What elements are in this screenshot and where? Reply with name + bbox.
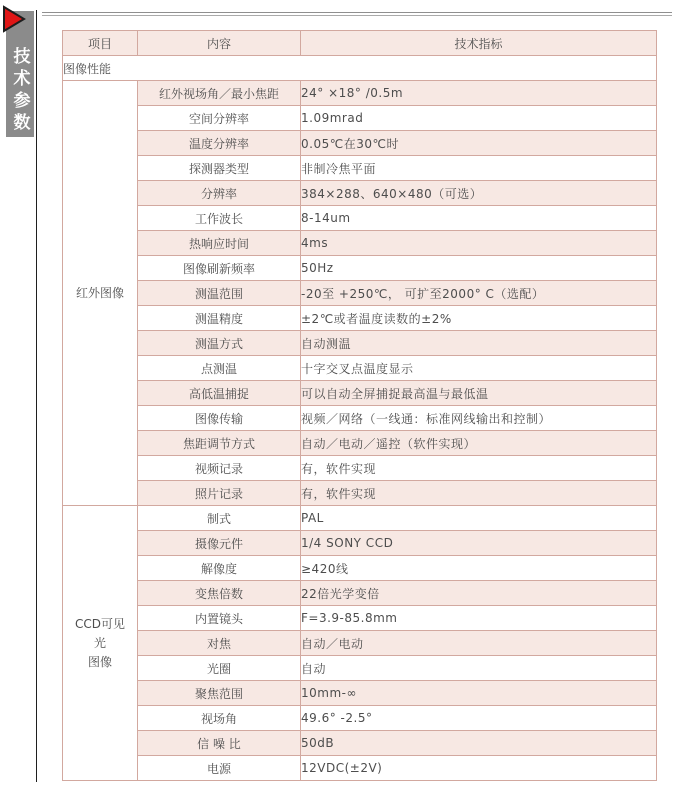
spec-row [63,106,657,131]
vertical-divider [36,10,37,782]
spec-content-cell: 电源 [138,756,301,781]
spec-value-cell: 1.09mrad [301,106,657,131]
group-label-line: 图像 [87,654,112,669]
spec-content-cell: 图像刷新频率 [138,256,301,281]
spec-row [63,406,657,431]
header-content: 内容 [138,31,301,56]
spec-row [63,556,657,581]
spec-content-cell: 工作波长 [138,206,301,231]
spec-row [63,256,657,281]
spec-value-cell: F=3.9-85.8mm [301,606,657,631]
spec-content-cell: 摄像元件 [138,531,301,556]
section-row [63,56,657,81]
spec-row [63,356,657,381]
spec-content-cell: 对焦 [138,631,301,656]
spec-value-cell: 可以自动全屏捕捉最高温与最低温 [301,381,657,406]
spec-value-cell: 4ms [301,231,657,256]
play-right-triangle-icon [2,5,26,33]
spec-value-cell: 自动 [301,656,657,681]
spec-content-cell: 图像传输 [138,406,301,431]
spec-value-cell: ≥420线 [301,556,657,581]
spec-content-cell: 空间分辨率 [138,106,301,131]
spec-value-cell: -20至 +250℃， 可扩至2000° C（选配） [301,281,657,306]
group-label-ccd [63,506,138,781]
header-item: 项目 [63,31,138,56]
spec-row [63,731,657,756]
spec-content-cell: 探测器类型 [138,156,301,181]
spec-row [63,381,657,406]
spec-value-cell: 有，软件实现 [301,456,657,481]
spec-row [63,331,657,356]
section-label: 图像性能 [63,56,657,81]
spec-row [63,131,657,156]
spec-row [63,456,657,481]
spec-value-cell: 8-14um [301,206,657,231]
spec-value-cell: ±2℃或者温度读数的±2% [301,306,657,331]
spec-row [63,531,657,556]
spec-row [63,706,657,731]
spec-row [63,281,657,306]
spec-value-cell: 49.6° -2.5° [301,706,657,731]
spec-value-cell: 22倍光学变倍 [301,581,657,606]
spec-value-cell: 12VDC(±2V) [301,756,657,781]
group-label-infrared [63,81,138,506]
spec-row [63,506,657,531]
spec-content-cell: 制式 [138,506,301,531]
spec-row [63,206,657,231]
spec-value-cell: 10mm-∞ [301,681,657,706]
spec-value-cell: 50Hz [301,256,657,281]
spec-content-cell: 测温方式 [138,331,301,356]
spec-row [63,306,657,331]
spec-row [63,681,657,706]
spec-value-cell: 非制冷焦平面 [301,156,657,181]
spec-table [62,30,657,781]
spec-value-cell: 0.05℃在30℃时 [301,131,657,156]
spec-content-cell: 温度分辨率 [138,131,301,156]
spec-value-cell: 视频／网络（一线通：标准网线输出和控制） [301,406,657,431]
spec-row [63,581,657,606]
spec-value-cell: 十字交叉点温度显示 [301,356,657,381]
spec-table-body [63,31,657,781]
spec-row [63,656,657,681]
spec-row [63,181,657,206]
spec-row [63,481,657,506]
spec-content-cell: 热响应时间 [138,231,301,256]
spec-row [63,231,657,256]
spec-content-cell: 分辨率 [138,181,301,206]
spec-content-cell: 点测温 [138,356,301,381]
group-label-line: CCD可见 [75,616,125,631]
spec-value-cell: 384×288、640×480（可选） [301,181,657,206]
spec-value-cell: 有，软件实现 [301,481,657,506]
spec-content-cell: 信 噪 比 [138,731,301,756]
spec-content-cell: 视场角 [138,706,301,731]
header-spec: 技术指标 [301,31,657,56]
spec-content-cell: 焦距调节方式 [138,431,301,456]
spec-row [63,631,657,656]
spec-value-cell: 24° ×18° /0.5m [301,81,657,106]
spec-value-cell: 自动／电动／遥控（软件实现） [301,431,657,456]
spec-content-cell: 高低温捕捉 [138,381,301,406]
spec-value-cell: 自动测温 [301,331,657,356]
spec-content-cell: 变焦倍数 [138,581,301,606]
spec-content-cell: 内置镜头 [138,606,301,631]
group-label-line: 红外图像 [75,285,124,300]
spec-content-cell: 视频记录 [138,456,301,481]
spec-row [63,431,657,456]
spec-content-cell: 红外视场角／最小焦距 [138,81,301,106]
spec-value-cell: PAL [301,506,657,531]
spec-content-cell: 聚焦范围 [138,681,301,706]
spec-row [63,756,657,781]
spec-row [63,81,657,106]
spec-content-cell: 光圈 [138,656,301,681]
spec-row [63,156,657,181]
group-label-line: 光 [93,635,106,650]
sidebar-tab-label: 技术参数 [9,47,30,135]
table-header-row [63,31,657,56]
spec-content-cell: 解像度 [138,556,301,581]
spec-content-cell: 测温精度 [138,306,301,331]
spec-value-cell: 自动／电动 [301,631,657,656]
spec-content-cell: 测温范围 [138,281,301,306]
spec-row [63,606,657,631]
spec-value-cell: 1/4 SONY CCD [301,531,657,556]
top-double-rule [42,12,672,16]
spec-value-cell: 50dB [301,731,657,756]
spec-content-cell: 照片记录 [138,481,301,506]
